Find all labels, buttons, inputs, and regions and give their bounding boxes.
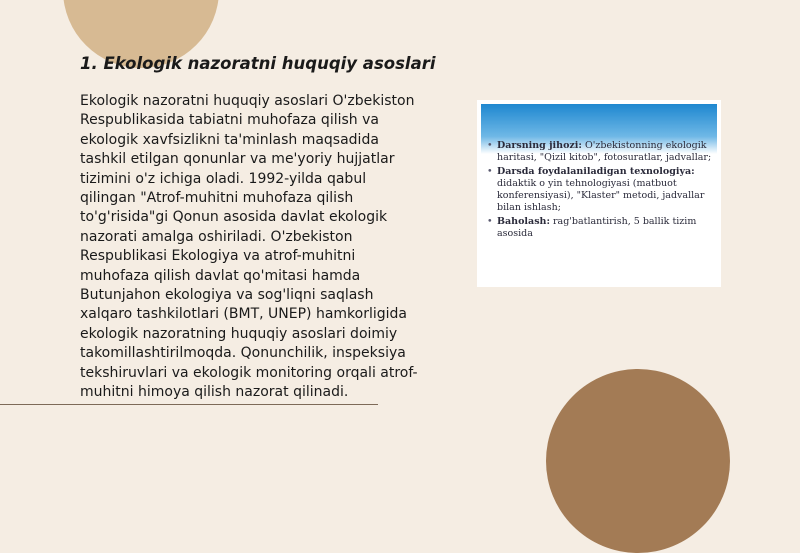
list-item	[487, 216, 715, 240]
list-item	[487, 166, 715, 214]
list-item	[487, 140, 715, 164]
lesson-info-image	[477, 100, 721, 287]
list-item-label: Darsning jihozi:	[497, 140, 582, 151]
list-item-text: didaktik o yin tehnologiyasi (matbuot konferensiyasi), "Klaster" metodi, jadvallar bilan ishlash;	[497, 178, 705, 213]
lesson-info-list	[487, 140, 715, 242]
list-item-label: Darsda foydalaniladigan texnologiya:	[497, 166, 695, 177]
decorative-circle-bottom	[546, 369, 730, 553]
list-item-text: rag'batlantirish, 5 ballik tizim asosida	[497, 216, 697, 239]
bullet-icon: •	[487, 140, 493, 151]
list-item-label: Baholash:	[497, 216, 550, 227]
divider-line	[0, 404, 378, 405]
bullet-icon: •	[487, 216, 493, 227]
slide-title: 1. Ekologik nazoratni huquqiy asoslari	[80, 54, 436, 73]
bullet-icon: •	[487, 166, 493, 177]
list-item-text: O'zbekistonning ekologik haritasi, "Qizil kitob", fotosuratlar, jadvallar;	[497, 140, 712, 163]
slide-body-text: Ekologik nazoratni huquqiy asoslari O'zbekiston Respublikasida tabiatni muhofaza qilish va ekologik xavfsizlikni ta'minlash maqsadida tashkil etilgan qonunlar va me'yoriy hujjatlar tizimini o'z ichiga oladi. 1992-yilda qabul qilingan "Atrof-muhitni muhofaza qilish to'g'risida"gi Qonun asosida davlat ekologik nazorati amalga oshiriladi. O'zbekiston Respublikasi Ekologiya va atrof-muhitni muhofaza qilish davlat qo'mitasi hamda Butunjahon ekologiya va sog'liqni saqlash xalqaro tashkilotlari (BMT, UNEP) hamkorligida ekologik nazoratning huquqiy asoslari doimiy takomillashtirilmoqda. Qonunchilik, inspeksiya tekshiruvlari va ekologik monitoring orqali atrof-muhitni himoya qilish nazorat qilinadi.	[80, 93, 418, 401]
